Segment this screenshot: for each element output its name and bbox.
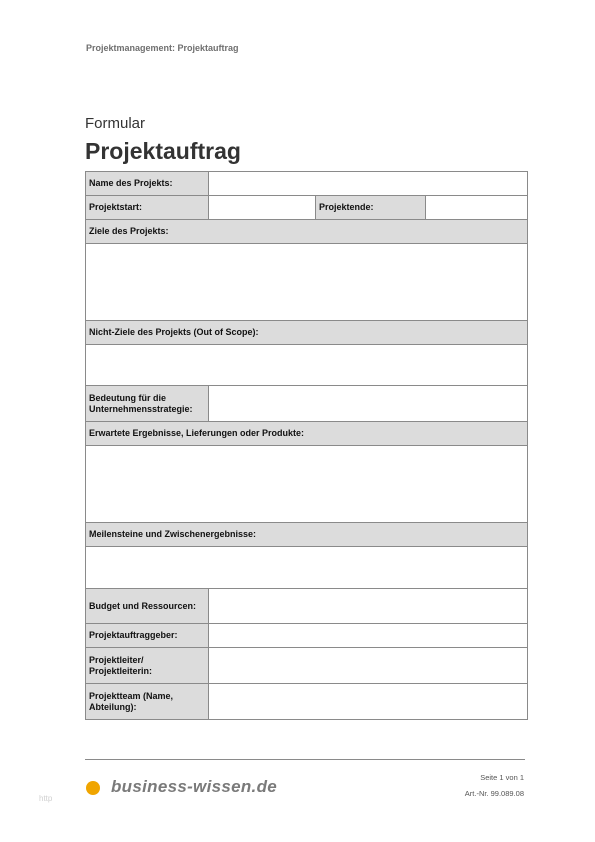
field-budget[interactable] (208, 589, 527, 623)
row-client (86, 624, 527, 648)
label-project-name: Name des Projekts: (86, 172, 208, 195)
row-project-name (86, 172, 527, 196)
label-budget: Budget und Ressourcen: (86, 589, 208, 623)
field-milestones[interactable] (86, 547, 527, 588)
row-non-goals-body (86, 345, 527, 386)
project-form (85, 171, 528, 720)
field-project-start[interactable] (208, 196, 315, 219)
field-goals[interactable] (86, 244, 527, 320)
row-budget (86, 589, 527, 624)
row-goals-body (86, 244, 527, 321)
label-project-lead: Projektleiter/ Projektleiterin: (86, 648, 208, 683)
row-milestones-header (86, 523, 527, 547)
field-non-goals[interactable] (86, 345, 527, 385)
label-milestones: Meilensteine und Zwischenergebnisse: (86, 523, 527, 546)
document-header: Projektmanagement: Projektauftrag (86, 43, 239, 53)
row-results-body (86, 446, 527, 523)
document-title: Projektauftrag (85, 138, 241, 164)
brand-logo: business-wissen.de (111, 777, 278, 796)
field-project-end[interactable] (425, 196, 527, 219)
label-project-team: Projektteam (Name, Abteilung): (86, 684, 208, 719)
row-project-dates (86, 196, 527, 220)
label-goals: Ziele des Projekts: (86, 220, 527, 243)
footer-divider (85, 759, 525, 760)
label-non-goals: Nicht-Ziele des Projekts (Out of Scope): (86, 321, 527, 344)
label-project-start: Projektstart: (86, 196, 208, 219)
row-goals-header (86, 220, 527, 244)
label-client: Projektauftraggeber: (86, 624, 208, 647)
label-results: Erwartete Ergebnisse, Lieferungen oder Produkte: (86, 422, 527, 445)
document-subtitle: Formular (85, 115, 146, 132)
watermark-text: http (39, 794, 53, 803)
field-project-name[interactable] (208, 172, 527, 195)
page-number: Seite 1 von 1 (480, 773, 524, 782)
field-project-team[interactable] (208, 684, 527, 719)
field-client[interactable] (208, 624, 527, 647)
article-number: Art.-Nr. 99.089.08 (464, 789, 524, 798)
row-results-header (86, 422, 527, 446)
row-non-goals-header (86, 321, 527, 345)
logo-dot-icon (86, 781, 100, 795)
row-strategy (86, 386, 527, 422)
field-results[interactable] (86, 446, 527, 522)
label-project-end: Projektende: (315, 196, 425, 219)
row-project-lead (86, 648, 527, 684)
row-milestones-body (86, 547, 527, 589)
field-strategy[interactable] (208, 386, 527, 421)
field-project-lead[interactable] (208, 648, 527, 683)
label-strategy: Bedeutung für die Unternehmensstrategie: (86, 386, 208, 421)
row-project-team (86, 684, 527, 719)
